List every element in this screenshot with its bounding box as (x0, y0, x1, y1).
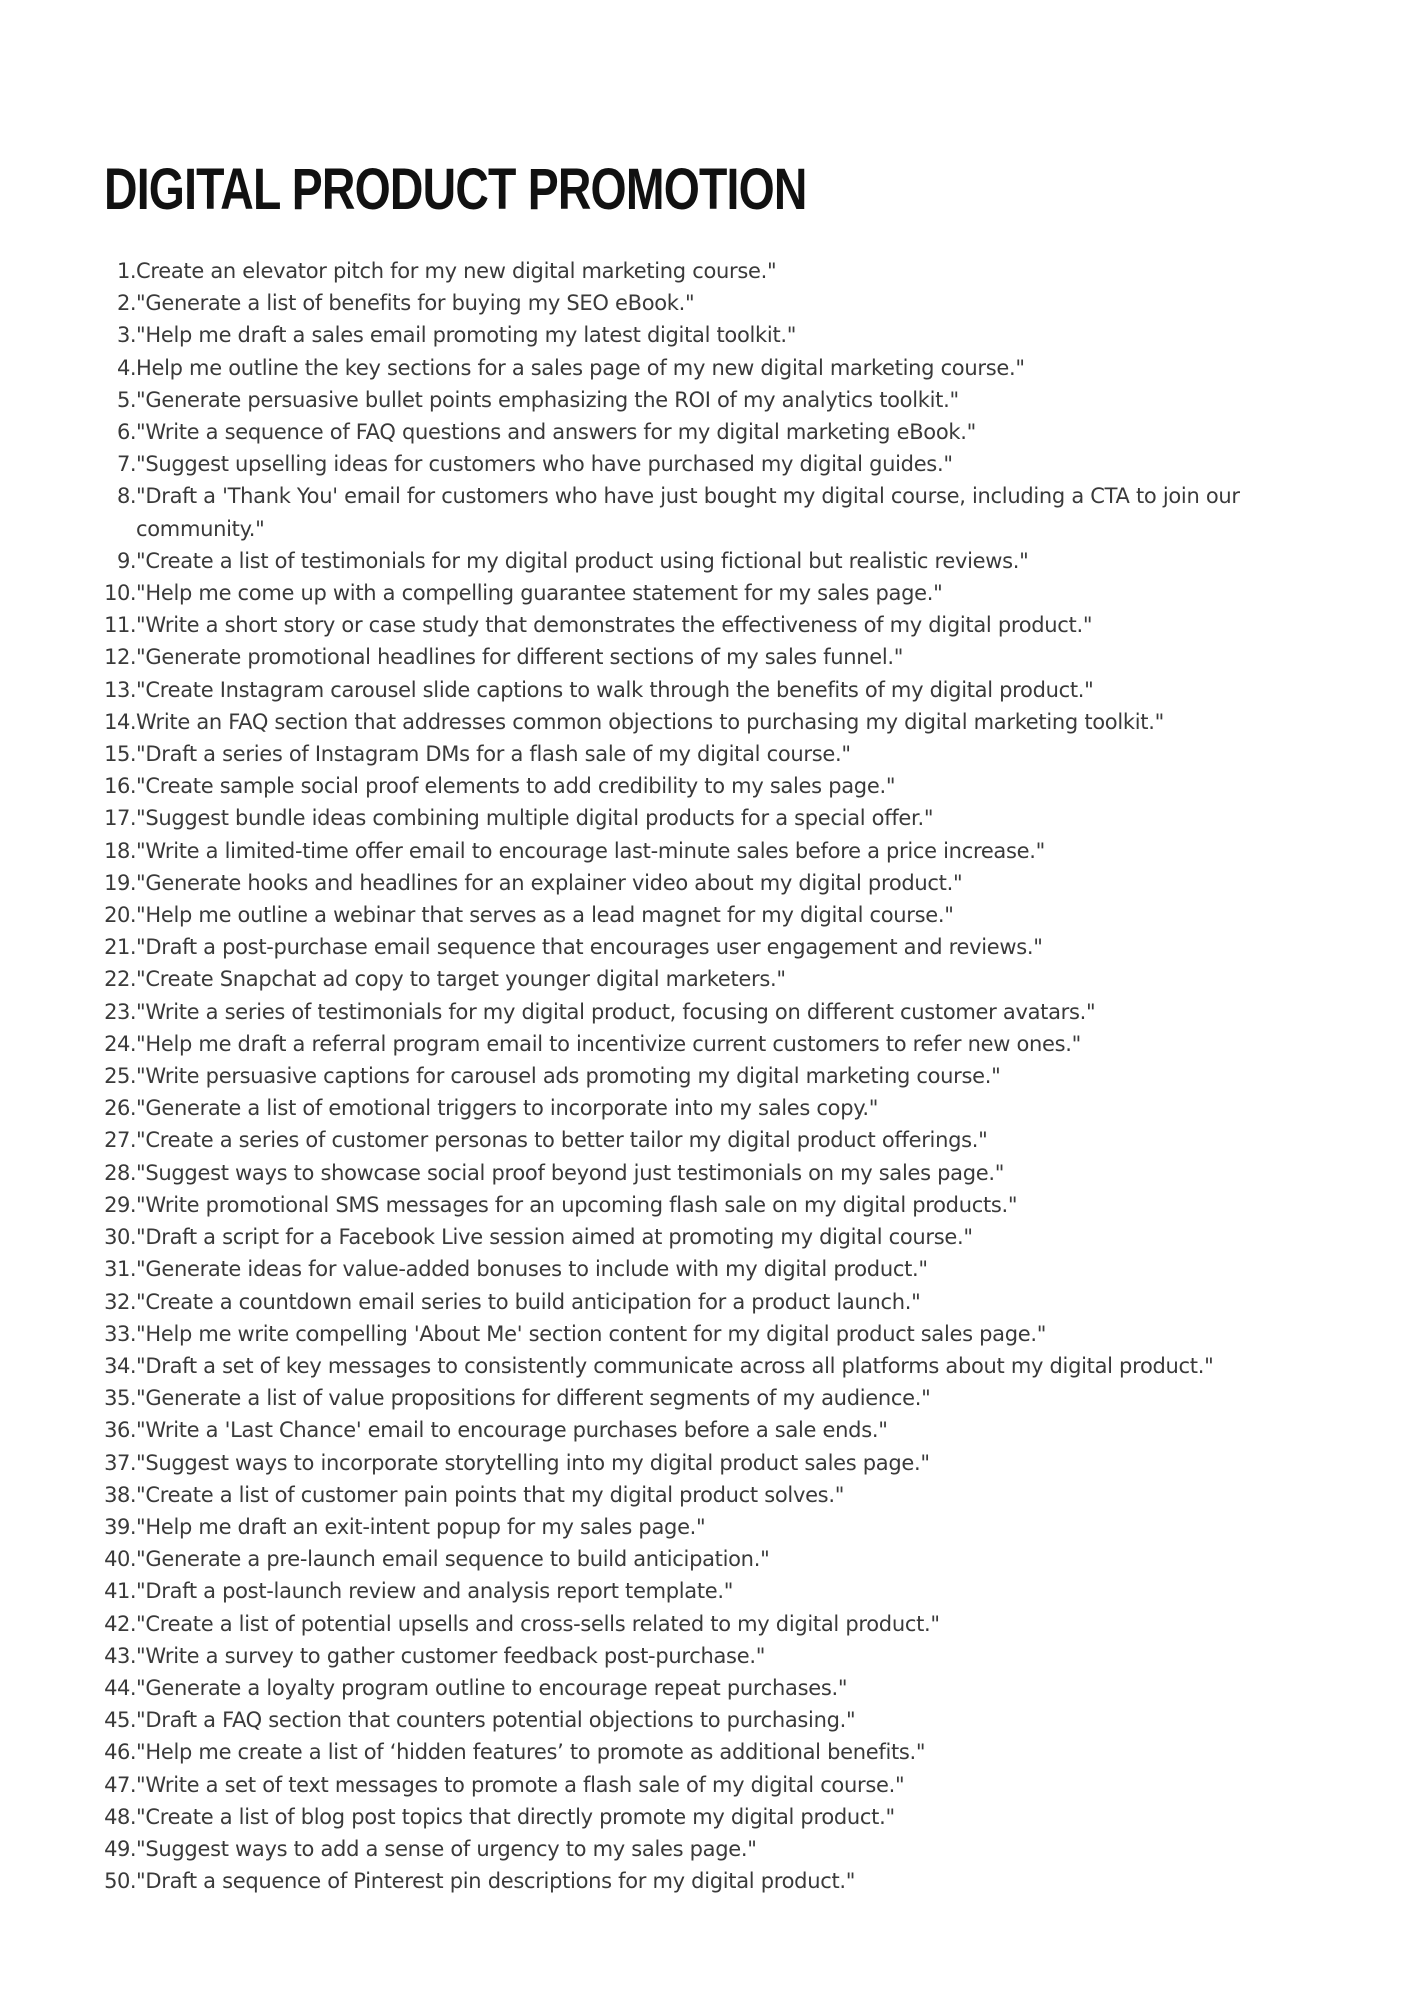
list-item-text: "Generate a list of emotional triggers to incorporate into my sales copy." (136, 1096, 879, 1121)
list-item (92, 1447, 1352, 1479)
list-item-text: "Create a list of blog post topics that directly promote my digital product." (136, 1804, 895, 1829)
list-item-text: "Help me come up with a compelling guarantee statement for my sales page." (136, 581, 943, 606)
list-item (92, 1221, 1352, 1253)
list-item (92, 1382, 1352, 1414)
list-item-number: 16. (104, 774, 136, 799)
list-item (92, 738, 1352, 770)
list-item-text: "Generate hooks and headlines for an explainer video about my digital product." (136, 870, 963, 895)
list-item-number: 30. (104, 1225, 136, 1250)
list-item-number: 37. (104, 1450, 136, 1475)
list-item-text: "Suggest ways to add a sense of urgency to my sales page." (136, 1836, 757, 1861)
list-item-number: 3. (116, 323, 136, 348)
list-item (92, 1124, 1352, 1156)
list-item (92, 674, 1352, 706)
list-item-text: "Help me write compelling 'About Me' section content for my digital product sales page." (136, 1321, 1047, 1346)
list-item-text: "Generate persuasive bullet points emphasizing the ROI of my analytics toolkit." (136, 387, 959, 412)
list-item-text: "Draft a post-launch review and analysis report template." (136, 1579, 734, 1604)
list-item (92, 1736, 1352, 1768)
list-item-number: 26. (104, 1096, 136, 1121)
list-item-text: "Write promotional SMS messages for an upcoming flash sale on my digital products." (136, 1192, 1018, 1217)
list-item (92, 1157, 1352, 1189)
list-item-number: 18. (104, 838, 136, 863)
list-item-text: "Draft a sequence of Pinterest pin descriptions for my digital product." (136, 1869, 856, 1894)
list-item-number: 27. (104, 1128, 136, 1153)
list-item-text: "Create Snapchat ad copy to target younger digital marketers." (136, 967, 786, 992)
list-item (92, 641, 1352, 673)
list-item (92, 1704, 1352, 1736)
list-item-number: 20. (104, 903, 136, 928)
list-item-text: "Draft a set of key messages to consistently communicate across all platforms about my digital product." (136, 1353, 1214, 1378)
list-item-text: "Generate a loyalty program outline to encourage repeat purchases." (136, 1675, 848, 1700)
list-item-number: 4. (116, 355, 136, 380)
list-item-number: 25. (104, 1064, 136, 1089)
list-item (92, 1286, 1352, 1318)
list-item (92, 1608, 1352, 1640)
list-item (92, 1253, 1352, 1285)
list-item-number: 19. (104, 870, 136, 895)
list-item (92, 899, 1352, 931)
list-item-text: "Create Instagram carousel slide captions to walk through the benefits of my digital product." (136, 677, 1094, 702)
list-item-text: "Generate promotional headlines for different sections of my sales funnel." (136, 645, 904, 670)
list-item-text: "Write a short story or case study that demonstrates the effectiveness of my digital product." (136, 613, 1093, 638)
list-item-text: "Write a series of testimonials for my digital product, focusing on different customer avatars." (136, 999, 1096, 1024)
prompt-list (92, 255, 1352, 1897)
list-item (92, 416, 1352, 448)
list-item-number: 21. (104, 935, 136, 960)
list-item (92, 1769, 1352, 1801)
list-item-number: 32. (104, 1289, 136, 1314)
list-item-text: "Help me draft a referral program email to incentivize current customers to refer new ones." (136, 1031, 1082, 1056)
list-item-number: 5. (116, 387, 136, 412)
list-item-number: 49. (104, 1836, 136, 1861)
list-item-text: "Suggest ways to showcase social proof beyond just testimonials on my sales page." (136, 1160, 1005, 1185)
list-item-number: 15. (104, 742, 136, 767)
list-item-text: "Draft a script for a Facebook Live session aimed at promoting my digital course." (136, 1225, 973, 1250)
list-item-text: "Suggest upselling ideas for customers who have purchased my digital guides." (136, 452, 953, 477)
list-item-text: "Suggest ways to incorporate storytelling into my digital product sales page." (136, 1450, 930, 1475)
list-item-text: "Create a list of testimonials for my digital product using fictional but realistic reviews." (136, 548, 1029, 573)
list-item-text: Write an FAQ section that addresses common objections to purchasing my digital marketing toolkit." (136, 709, 1164, 734)
list-item-text: "Generate a list of value propositions for different segments of my audience." (136, 1386, 931, 1411)
list-item-number: 8. (116, 484, 136, 509)
list-item-text: "Write a survey to gather customer feedback post-purchase." (136, 1643, 766, 1668)
list-item (92, 835, 1352, 867)
list-item (92, 384, 1352, 416)
list-item-number: 50. (104, 1869, 136, 1894)
list-item-number: 40. (104, 1547, 136, 1572)
list-item-number: 35. (104, 1386, 136, 1411)
list-item-number: 14. (104, 709, 136, 734)
list-item-number: 36. (104, 1418, 136, 1443)
list-item (92, 577, 1352, 609)
list-item-number: 6. (116, 420, 136, 445)
list-item-number: 7. (116, 452, 136, 477)
list-item (92, 1865, 1352, 1897)
list-item-number: 17. (104, 806, 136, 831)
list-item-text: Help me outline the key sections for a sales page of my new digital marketing course." (136, 355, 1025, 380)
list-item (92, 931, 1352, 963)
list-item-text: "Create sample social proof elements to add credibility to my sales page." (136, 774, 896, 799)
list-item (92, 352, 1352, 384)
list-item (92, 1414, 1352, 1446)
list-item-text: "Create a list of customer pain points that my digital product solves." (136, 1482, 845, 1507)
list-item-number: 41. (104, 1579, 136, 1604)
list-item-text: "Create a countdown email series to build anticipation for a product launch." (136, 1289, 921, 1314)
list-item-text: "Write a 'Last Chance' email to encourage purchases before a sale ends." (136, 1418, 888, 1443)
list-item-number: 43. (104, 1643, 136, 1668)
list-item (92, 1028, 1352, 1060)
list-item-text: "Suggest bundle ideas combining multiple digital products for a special offer." (136, 806, 934, 831)
list-item (92, 1640, 1352, 1672)
list-item-number: 11. (104, 613, 136, 638)
list-item-text: "Create a list of potential upsells and cross-sells related to my digital product." (136, 1611, 940, 1636)
list-item (92, 1350, 1352, 1382)
list-item (92, 1543, 1352, 1575)
list-item-text: "Draft a 'Thank You' email for customers who have just bought my digital course, including a CTA to join our community." (136, 484, 1240, 541)
list-item-number: 44. (104, 1675, 136, 1700)
list-item (92, 802, 1352, 834)
list-item-text: "Help me draft an exit-intent popup for my sales page." (136, 1514, 706, 1539)
list-item-number: 9. (116, 548, 136, 573)
list-item (92, 1801, 1352, 1833)
list-item-text: "Draft a post-purchase email sequence that encourages user engagement and reviews." (136, 935, 1043, 960)
list-item (92, 1511, 1352, 1543)
list-item-text: "Write persuasive captions for carousel ads promoting my digital marketing course." (136, 1064, 1001, 1089)
list-item-number: 13. (104, 677, 136, 702)
list-item-number: 22. (104, 967, 136, 992)
list-item (92, 609, 1352, 641)
list-item-number: 2. (116, 291, 136, 316)
list-item (92, 770, 1352, 802)
list-item (92, 996, 1352, 1028)
list-item-text: "Generate a list of benefits for buying my SEO eBook." (136, 291, 695, 316)
list-item-text: "Write a limited-time offer email to encourage last-minute sales before a price increase." (136, 838, 1045, 863)
list-item-number: 34. (104, 1353, 136, 1378)
list-item-text: "Help me create a list of ‘hidden features’ to promote as additional benefits." (136, 1740, 926, 1765)
list-item-number: 12. (104, 645, 136, 670)
list-item (92, 1479, 1352, 1511)
list-item-number: 1. (116, 259, 136, 283)
list-item-text: "Draft a FAQ section that counters potential objections to purchasing." (136, 1708, 856, 1733)
list-item-text: "Generate a pre-launch email sequence to build anticipation." (136, 1547, 770, 1572)
list-item-number: 38. (104, 1482, 136, 1507)
list-item-number: 29. (104, 1192, 136, 1217)
list-item-text: Create an elevator pitch for my new digital marketing course." (136, 259, 777, 283)
list-item (92, 1060, 1352, 1092)
list-item (92, 480, 1352, 544)
list-item-text: "Help me outline a webinar that serves as a lead magnet for my digital course." (136, 903, 954, 928)
list-item (92, 448, 1352, 480)
list-item (92, 1092, 1352, 1124)
list-item (92, 963, 1352, 995)
list-item-number: 47. (104, 1772, 136, 1797)
list-item-text: "Write a sequence of FAQ questions and answers for my digital marketing eBook." (136, 420, 976, 445)
list-item-text: "Draft a series of Instagram DMs for a flash sale of my digital course." (136, 742, 851, 767)
list-item-number: 39. (104, 1514, 136, 1539)
list-item-number: 31. (104, 1257, 136, 1282)
list-item-number: 24. (104, 1031, 136, 1056)
list-item (92, 319, 1352, 351)
list-item (92, 1189, 1352, 1221)
list-item (92, 545, 1352, 577)
list-item-number: 45. (104, 1708, 136, 1733)
list-item-text: "Create a series of customer personas to better tailor my digital product offerings." (136, 1128, 988, 1153)
list-item (92, 706, 1352, 738)
list-item-number: 23. (104, 999, 136, 1024)
list-item (92, 287, 1352, 319)
list-item-number: 10. (104, 581, 136, 606)
list-item-text: "Help me draft a sales email promoting my latest digital toolkit." (136, 323, 797, 348)
list-item (92, 1833, 1352, 1865)
page-title: DIGITAL PRODUCT PROMOTION (104, 157, 807, 222)
list-item-number: 42. (104, 1611, 136, 1636)
list-item-number: 46. (104, 1740, 136, 1765)
list-item (92, 1575, 1352, 1607)
list-item-number: 48. (104, 1804, 136, 1829)
list-item-number: 33. (104, 1321, 136, 1346)
list-item (92, 255, 1352, 287)
list-item-text: "Generate ideas for value-added bonuses to include with my digital product." (136, 1257, 928, 1282)
list-item (92, 867, 1352, 899)
list-item (92, 1318, 1352, 1350)
list-item-number: 28. (104, 1160, 136, 1185)
list-item-text: "Write a set of text messages to promote a flash sale of my digital course." (136, 1772, 905, 1797)
list-item (92, 1672, 1352, 1704)
